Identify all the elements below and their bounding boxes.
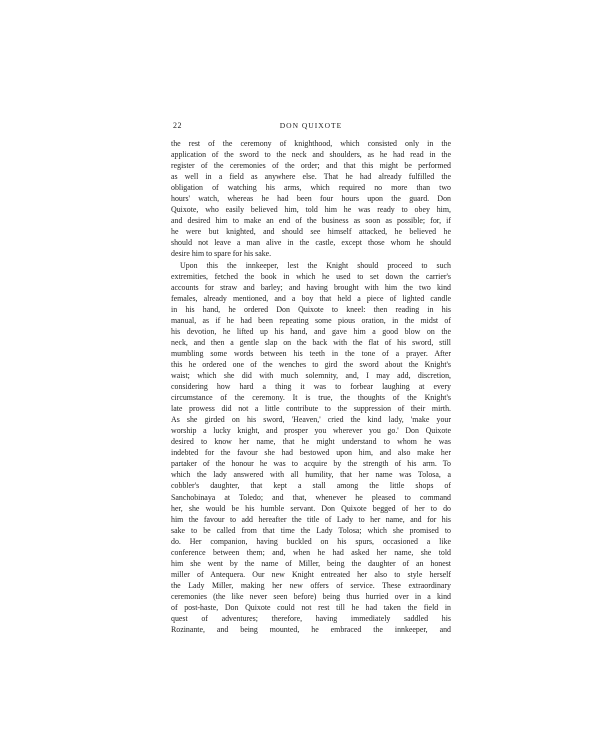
text-line: which the lady answered with all humility, that her name was Tolosa, a (171, 470, 451, 480)
text-line: of post-haste, Don Quixote could not rest till he had taken the field in (171, 602, 451, 612)
paragraph (171, 260, 451, 636)
text-line: the rest of the ceremony of knighthood, which consisted only in the (171, 139, 451, 148)
text-line: him she went by the name of Miller, being the daughter of an honest (171, 558, 451, 568)
text-line: As she girded on his sword, 'Heaven,' cried the kind lady, 'make your (171, 415, 451, 425)
text-line: indebted for the favour she had bestowed upon him, and also make her (171, 448, 451, 458)
text-line: worship a lucky knight, and prosper you wherever you go.' Don Quixote (171, 426, 451, 436)
text-line: him the favour to add hereafter the title of Lady to her name, and for his (171, 514, 451, 524)
text-line: neck, and then a gentle slap on the back with the flat of his sword, still (171, 337, 451, 347)
text-line: do. Her companion, having buckled on his spurs, occasioned a like (171, 536, 451, 546)
text-line: in his hand, he ordered Don Quixote to kneel: then reading in his (171, 304, 451, 314)
text-line: hours' watch, whereas he had been four hours upon the guard. Don (171, 194, 451, 204)
text-line: ceremonies (the like never seen before) being thus hurried over in a kind (171, 591, 451, 601)
text-line: conference between them; and, when he had asked her name, she told (171, 547, 451, 557)
text-line: as well in a field as anywhere else. That he had already fulfilled the (171, 172, 451, 182)
text-line: sake to be called from that time the Lady Tolosa; which she promised to (171, 525, 451, 535)
text-line: waist; which she did with much solemnity, and, I may add, discretion, (171, 370, 451, 380)
text-line: Sanchobinaya at Toledo; and that, whenever he pleased to command (171, 492, 451, 502)
page-number: 22 (173, 121, 182, 130)
text-line: and desired him to make an end of the business as soon as possible; for, if (171, 216, 451, 226)
text-line: manual, as if he had been repeating some pious oration, in the midst of (171, 315, 451, 325)
running-title: DON QUIXOTE (279, 121, 343, 130)
text-line: accounts for straw and barley; and having brought with him the two kind (171, 282, 451, 292)
paragraph (171, 138, 451, 260)
book-page (171, 121, 451, 635)
text-line: extremities, fetched the book in which he used to set down the carrier's (171, 271, 451, 281)
text-line: desire him to spare for his sake. (171, 249, 272, 259)
text-line: cobbler's daughter, that kept a stall among the little shops of (171, 481, 451, 491)
text-line: miller of Antequera. Our new Knight entreated her also to style herself (171, 569, 451, 579)
text-line: Upon this the innkeeper, lest the Knight should proceed to such (180, 260, 451, 270)
text-line: desired to know her name, that he might understand to whom he was (171, 437, 451, 447)
text-line: quest of adventures; therefore, having immediately saddled his (171, 614, 451, 624)
text-line: mumbling some words between his teeth in the tone of a prayer. After (171, 348, 451, 358)
text-line: her, she would be his humble servant. Don Quixote begged of her to do (171, 503, 451, 513)
text-line: late prowess did not a little contribute to the suppression of their mirth. (171, 404, 451, 414)
text-line: Quixote, who easily believed him, told him he was ready to obey him, (171, 205, 451, 215)
text-line: Rozinante, and being mounted, he embraced the innkeeper, and (171, 625, 451, 635)
text-line: circumstance of the ceremony. It is true, the thoughts of the Knight's (171, 393, 451, 403)
text-line: this he ordered one of the wenches to gird the sword about the Knight's (171, 359, 451, 369)
text-line: the Lady Miller, making her new offers of service. These extraordinary (171, 580, 451, 590)
text-line: his devotion, he lifted up his hand, and gave him a good blow on the (171, 326, 451, 336)
body-text (171, 138, 451, 635)
text-line: females, already mentioned, and a boy that held a piece of lighted candle (171, 293, 451, 303)
text-line: partaker of the honour he was to acquire by the strength of his arm. To (171, 459, 451, 469)
text-line: obligation of watching his arms, which required no more than two (171, 183, 451, 193)
text-line: he were but knighted, and should see himself attacked, he believed he (171, 227, 451, 237)
text-line: application of the sword to the neck and shoulders, as he had read in the (171, 150, 451, 160)
running-head (171, 121, 451, 135)
text-line: register of the ceremonies of the order; and that this might be performed (171, 161, 451, 171)
text-line: should not leave a man alive in the castle, except those whom he should (171, 238, 451, 248)
text-line: considering how hard a thing it was to forbear laughing at every (171, 382, 451, 392)
